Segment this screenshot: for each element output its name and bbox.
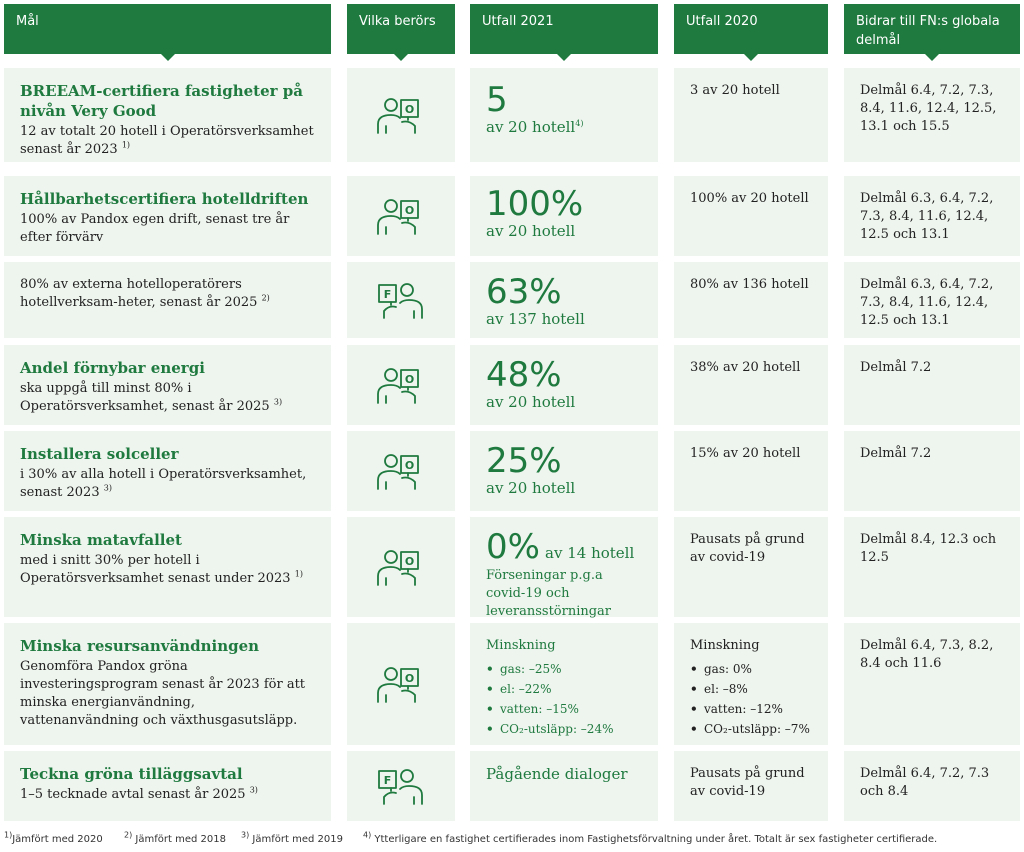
header-vilka-berors: Vilka berörs — [347, 4, 455, 54]
svg-text:O: O — [404, 103, 415, 116]
outcome-2021-cell: 100% av 20 hotell — [470, 176, 658, 256]
stakeholder-cell — [347, 431, 455, 511]
fn-goal-cell: Delmål 8.4, 12.3 och 12.5 — [844, 517, 1020, 617]
stakeholder-cell — [347, 517, 455, 617]
outcome-2021-cell: 48% av 20 hotell — [470, 345, 658, 425]
outcome-2020-cell: Pausats på grund av covid-19 — [674, 517, 828, 617]
list-item: • vatten: –12% — [690, 699, 812, 719]
owner-with-o-sign-icon — [375, 196, 425, 236]
outcome-2021-value: 5 — [486, 80, 508, 120]
svg-text:O: O — [404, 459, 415, 472]
stakeholder-cell — [347, 176, 455, 256]
svg-text:O: O — [404, 373, 415, 386]
footnote: $^{2)}$ Jämfört med 2018 — [124, 830, 226, 845]
outcome-2020-cell: Pausats på grund av covid-19 — [674, 751, 828, 821]
stakeholder-cell — [347, 68, 455, 162]
fn-goal-cell: Delmål 6.4, 7.3, 8.2, 8.4 och 11.6 — [844, 623, 1020, 745]
outcome-2020-cell: 3 av 20 hotell — [674, 68, 828, 162]
outcome-2021-cell: 25% av 20 hotell — [470, 431, 658, 511]
owner-with-o-sign-icon — [375, 95, 425, 135]
stakeholder-cell — [347, 623, 455, 745]
stakeholder-cell — [347, 262, 455, 338]
list-item: • gas: 0% — [690, 659, 812, 679]
goal-cell: Teckna gröna tilläggsavtal 1–5 tecknade avtal senast år 2025 $^{3)}$ — [4, 751, 331, 821]
goal-cell: Minska matavfallet med i snitt 30% per hotell i Operatörsverksamhet senast under 2023 $^{1)}$ — [4, 517, 331, 617]
outcome-2020-cell: Minskning • gas: 0% • el: –8% • vatten: –12% • CO₂-utsläpp: –7% — [674, 623, 828, 745]
list-item: • vatten: –15% — [486, 699, 642, 719]
header-fn-delmal: Bidrar till FN:s globala delmål — [844, 4, 1020, 54]
footnote: $^{3)}$ Jämfört med 2019 — [241, 830, 343, 845]
operator-with-f-sign-icon — [375, 280, 425, 320]
stakeholder-cell — [347, 751, 455, 821]
svg-text:F: F — [383, 774, 392, 787]
goal-cell: BREEAM-certifiera fastigheter på nivån Very Good 12 av totalt 20 hotell i Operatörsverksamhet senast år 2023 $^{1)}$ — [4, 68, 331, 162]
reduction-list-2021 — [486, 659, 642, 739]
list-item: • gas: –25% — [486, 659, 642, 679]
outcome-2021-cell: 5 av 20 hotell$^{4)}$ — [470, 68, 658, 162]
outcome-2021-cell: 0% av 14 hotell Förseningar p.g.a covid-19 och leveransstörningar — [470, 517, 658, 617]
outcome-2021-value: 63% — [486, 272, 562, 312]
list-item: • el: –22% — [486, 679, 642, 699]
owner-with-o-sign-icon — [375, 664, 425, 704]
fn-goal-cell: Delmål 6.3, 6.4, 7.2, 7.3, 8.4, 11.6, 12.4, 12.5 och 13.1 — [844, 176, 1020, 256]
header-utfall-2021: Utfall 2021 — [470, 4, 658, 54]
list-item: • CO₂-utsläpp: –7% — [690, 719, 812, 739]
stakeholder-cell — [347, 345, 455, 425]
outcome-2021-cell: Minskning • gas: –25% • el: –22% • vatten: –15% • CO₂-utsläpp: –24% — [470, 623, 658, 745]
reduction-list-2020 — [690, 659, 812, 739]
svg-text:O: O — [404, 555, 415, 568]
svg-text:O: O — [404, 672, 415, 685]
fn-goal-cell: Delmål 7.2 — [844, 345, 1020, 425]
outcome-2021-value: 48% — [486, 355, 562, 395]
goal-cell: Minska resursanvändningen Genomföra Pandox gröna investeringsprogram senast år 2023 för att minska energianvändning, vattenanvändning och växthusgasutsläpp. — [4, 623, 331, 745]
fn-goal-cell: Delmål 7.2 — [844, 431, 1020, 511]
svg-text:F: F — [383, 288, 392, 301]
fn-goal-cell: Delmål 6.4, 7.2, 7.3, 8.4, 11.6, 12.4, 12.5, 13.1 och 15.5 — [844, 68, 1020, 162]
outcome-2021-cell: 63% av 137 hotell — [470, 262, 658, 338]
outcome-2020-cell: 38% av 20 hotell — [674, 345, 828, 425]
outcome-2021-cell: Pågående dialoger — [470, 751, 658, 821]
goal-cell: Hållbarhetscertifiera hotelldriften 100% av Pandox egen drift, senast tre år efter förvärv — [4, 176, 331, 256]
outcome-2020-cell: 80% av 136 hotell — [674, 262, 828, 338]
footnote: $^{1)}$Jämfört med 2020 — [4, 830, 103, 845]
outcome-2020-cell: 100% av 20 hotell — [674, 176, 828, 256]
svg-text:O: O — [404, 204, 415, 217]
outcome-2020-cell: 15% av 20 hotell — [674, 431, 828, 511]
list-item: • CO₂-utsläpp: –24% — [486, 719, 642, 739]
owner-with-o-sign-icon — [375, 547, 425, 587]
header-mal: Mål — [4, 4, 331, 54]
fn-goal-cell: Delmål 6.3, 6.4, 7.2, 7.3, 8.4, 11.6, 12.4, 12.5 och 13.1 — [844, 262, 1020, 338]
fn-goal-cell: Delmål 6.4, 7.2, 7.3 och 8.4 — [844, 751, 1020, 821]
operator-with-f-sign-icon — [375, 766, 425, 806]
goal-cell: 80% av externa hotelloperatörers hotellverksam-heter, senast år 2025 $^{2)}$ — [4, 262, 331, 338]
outcome-2021-value: 100% — [486, 184, 584, 224]
outcome-2021-value: 0% — [486, 527, 540, 567]
footnote: $^{4)}$ Ytterligare en fastighet certifierades inom Fastighetsförvaltning under året. Totalt är sex fastigheter certifierade. — [363, 830, 938, 845]
owner-with-o-sign-icon — [375, 365, 425, 405]
goal-cell: Installera solceller i 30% av alla hotell i Operatörsverksamhet, senast 2023 $^{3)}$ — [4, 431, 331, 511]
goal-cell: Andel förnybar energi ska uppgå till minst 80% i Operatörsverksamhet, senast år 2025 $^{3)}$ — [4, 345, 331, 425]
header-utfall-2020: Utfall 2020 — [674, 4, 828, 54]
owner-with-o-sign-icon — [375, 451, 425, 491]
outcome-2021-value: 25% — [486, 441, 562, 481]
list-item: • el: –8% — [690, 679, 812, 699]
